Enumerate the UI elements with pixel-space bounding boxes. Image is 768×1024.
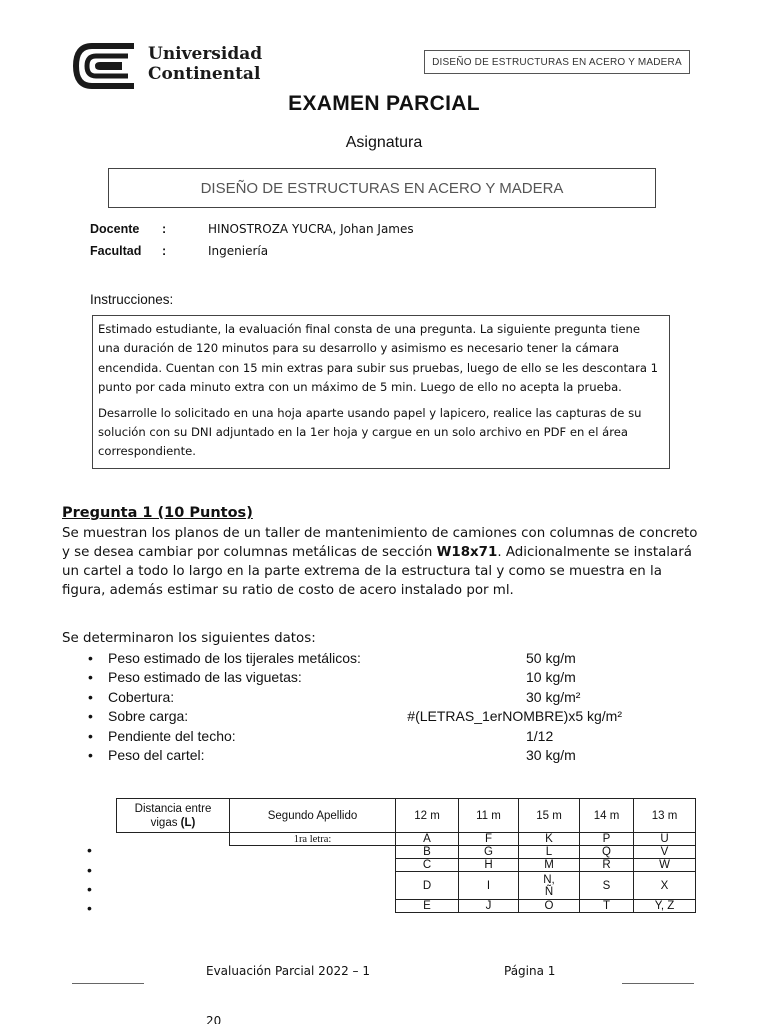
- subject-heading: Asignatura: [345, 134, 423, 151]
- list-item: [88, 689, 608, 708]
- letter-cell: I: [459, 872, 519, 900]
- bullet-icon: •: [87, 842, 92, 858]
- letter-cell: Q: [580, 846, 634, 859]
- dato-value: 30 kg/m: [526, 746, 576, 763]
- bullet-icon: •: [88, 708, 93, 725]
- docente-label: Docente: [90, 222, 140, 236]
- distance-cell: 13 m: [634, 799, 696, 833]
- docente-colon: :: [162, 222, 167, 236]
- letter-cell: D: [396, 872, 459, 900]
- letter-cell: A: [396, 833, 459, 846]
- dato-label: Pendiente del techo:: [108, 727, 236, 744]
- letter-cell: L: [519, 846, 580, 859]
- letter-cell: W: [634, 859, 696, 872]
- footer-divider-right: [622, 983, 694, 984]
- distance-header-line2: vigas: [150, 816, 181, 829]
- dato-label: Peso del cartel:: [108, 746, 205, 763]
- list-item: [88, 747, 608, 766]
- letter-cell: T: [580, 900, 634, 913]
- distance-header-bold: (L): [180, 816, 196, 829]
- letter-cell: S: [580, 872, 634, 900]
- exam-title: EXAMEN PARCIAL: [288, 92, 480, 115]
- empty-cell: [117, 872, 230, 900]
- bullet-icon: •: [87, 900, 92, 916]
- empty-cell: [117, 859, 230, 872]
- letter-cell: P: [580, 833, 634, 846]
- footer-divider-left: [72, 983, 144, 984]
- table-row: [117, 900, 696, 913]
- bullet-icon: •: [87, 881, 92, 897]
- question-body-before: Se muestran los planos de un taller de mantenimiento de camiones con columnas de concreto y se desea cambiar por columnas metálicas de sección: [62, 526, 698, 560]
- bullet-icon: •: [88, 669, 93, 686]
- instructions-paragraph-1: Estimado estudiante, la evaluación final consta de una pregunta. La siguiente pregunta tiene una duración de 120 minutos para su desarrollo y asimismo es necesario tener la cámara encendida. Cuentan con 15 min extras para subir sus pruebas, luego de ello se les descontara 1 punto por cada minuto extra con un máximo de 5 min. Luego de ello no acepta la prueba.: [98, 322, 659, 395]
- beam-distance-table: [116, 798, 696, 913]
- question-title: [62, 505, 253, 521]
- instructions-heading: Instrucciones:: [90, 292, 174, 307]
- table-row: [117, 859, 696, 872]
- letter-cell: B: [396, 846, 459, 859]
- distance-cell: 12 m: [396, 799, 459, 833]
- dato-value: 10 kg/m: [526, 669, 576, 686]
- dato-label: Peso estimado de las viguetas:: [108, 669, 302, 686]
- letter-cell: H: [459, 859, 519, 872]
- segundo-apellido-header: Segundo Apellido: [230, 799, 396, 833]
- distance-header-cell: [117, 799, 230, 833]
- course-name-box: DISEÑO DE ESTRUCTURAS EN ACERO Y MADERA: [424, 50, 690, 74]
- dato-value: 50 kg/m: [526, 650, 576, 666]
- empty-cell: [230, 872, 396, 900]
- distance-cell: 14 m: [580, 799, 634, 833]
- dato-label: Sobre carga:: [108, 708, 189, 725]
- university-name: [148, 44, 262, 84]
- letter-cell: M: [519, 859, 580, 872]
- empty-cell: [230, 859, 396, 872]
- distance-cell: 15 m: [519, 799, 580, 833]
- instructions-box: [92, 315, 670, 469]
- letter-cell: G: [459, 846, 519, 859]
- letter-cell: R: [580, 859, 634, 872]
- footer-exam-label: Evaluación Parcial 2022 – 1: [206, 964, 370, 978]
- distance-cell: 11 m: [459, 799, 519, 833]
- empty-cell: [117, 900, 230, 913]
- letter-cell: K: [519, 833, 580, 846]
- bullet-icon: •: [88, 746, 93, 763]
- table-row: [117, 833, 696, 846]
- dato-value: 1/12: [526, 727, 554, 744]
- dato-value: #(LETRAS_1erNOMBRE)x5 kg/m²: [407, 708, 622, 725]
- empty-cell: [117, 846, 230, 859]
- list-item: [88, 708, 622, 727]
- datos-intro: Se determinaron los siguientes datos:: [62, 631, 316, 646]
- question-body: [62, 524, 702, 600]
- university-name-line2: Continental: [148, 64, 261, 84]
- facultad-label: Facultad: [90, 244, 142, 258]
- docente-value: HINOSTROZA YUCRA, Johan James: [208, 222, 414, 236]
- letter-cell: O: [519, 900, 580, 913]
- letter-cell: F: [459, 833, 519, 846]
- university-name-line1: Universidad: [148, 44, 263, 64]
- table-row: [117, 872, 696, 900]
- table-row: [117, 846, 696, 859]
- letter-cell: V: [634, 846, 696, 859]
- distance-header-line1: Distancia entre: [134, 802, 212, 815]
- list-item: [88, 728, 608, 747]
- instructions-paragraph-2: Desarrolle lo solicitado en una hoja aparte usando papel y lapicero, realice las capturas de su solución con su DNI adjuntado en la 1er hoja y cargue en un solo archivo en PDF en el área correspondiente.: [98, 405, 642, 459]
- question-title-text: Pregunta 1 (10 Puntos): [62, 505, 253, 521]
- datos-list: [88, 650, 622, 766]
- letter-cell: U: [634, 833, 696, 846]
- empty-cell: [230, 900, 396, 913]
- dato-label: Cobertura:: [108, 688, 175, 705]
- bullet-icon: •: [88, 688, 93, 705]
- footer-fragment: 20: [206, 1015, 222, 1024]
- letter-cell: J: [459, 900, 519, 913]
- university-logo-icon: [72, 42, 138, 90]
- bullet-icon: •: [88, 650, 93, 666]
- list-item: [88, 650, 608, 669]
- empty-cell: [230, 846, 396, 859]
- letter-cell: Y, Z: [634, 900, 696, 913]
- table-header-row: [117, 799, 696, 833]
- question-body-after: . Adicionalmente se instalará un cartel a todo lo largo en la parte extrema de la estructura tal y como se muestra en la figura, además estimar su ratio de costo de acero instalado por ml.: [62, 545, 692, 598]
- column-section: W18x71: [436, 545, 498, 560]
- facultad-value: Ingeniería: [208, 244, 269, 258]
- empty-cell: [117, 833, 230, 846]
- letter-cell: E: [396, 900, 459, 913]
- facultad-colon: :: [162, 244, 167, 258]
- letter-cell: X: [634, 872, 696, 900]
- letter-cell: N, Ñ: [519, 872, 580, 900]
- list-item: [88, 669, 608, 688]
- bullet-icon: •: [87, 862, 92, 878]
- bullet-icon: •: [88, 727, 93, 744]
- first-letter-label: 1ra letra:: [230, 833, 396, 846]
- dato-value: 30 kg/m²: [526, 688, 581, 705]
- letter-cell: C: [396, 859, 459, 872]
- dato-label: Peso estimado de los tijerales metálicos:: [108, 650, 361, 666]
- footer-page-number: Página 1: [504, 964, 556, 978]
- subject-name-box: DISEÑO DE ESTRUCTURAS EN ACERO Y MADERA: [108, 168, 656, 208]
